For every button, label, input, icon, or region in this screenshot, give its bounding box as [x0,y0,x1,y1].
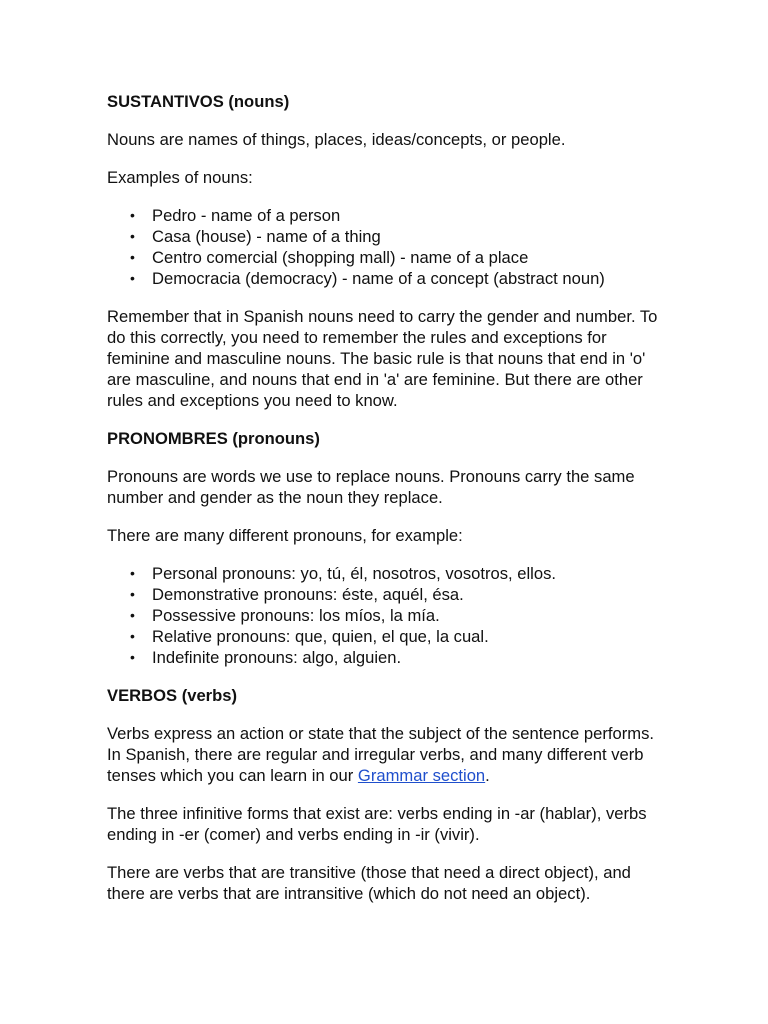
list-item-text: Indefinite pronouns: algo, alguien. [152,648,402,667]
list-item [107,605,667,626]
list-item-text: Democracia (democracy) - name of a concept (abstract noun) [152,269,605,288]
list-item [107,247,667,268]
nouns-heading: SUSTANTIVOS (nouns) [107,92,290,111]
bullet-icon: • [130,565,135,581]
list-item [107,626,667,647]
pronouns-examples-intro: There are many different pronouns, for example: [107,526,463,545]
bullet-icon: • [130,270,135,286]
bullet-icon: • [130,607,135,623]
verbs-heading: VERBOS (verbs) [107,686,238,705]
list-item-text: Centro comercial (shopping mall) - name of a place [152,248,529,267]
bullet-icon: • [130,207,135,223]
pronouns-examples-list [107,563,667,668]
nouns-examples-list [107,205,667,289]
list-item [107,205,667,226]
list-item [107,647,667,668]
verbs-infinitive-forms: The three infinitive forms that exist are: verbs ending in -ar (hablar), verbs ending in -er (comer) and verbs ending in -ir (vivir). [107,804,647,844]
bullet-icon: • [130,586,135,602]
list-item [107,584,667,605]
list-item-text: Casa (house) - name of a thing [152,227,381,246]
verbs-definition-text: Verbs express an action or state that the subject of the sentence performs. In Spanish, there are regular and irregular verbs, and many different verb tenses which you can learn in our [107,724,654,785]
list-item [107,268,667,289]
nouns-examples-intro: Examples of nouns: [107,168,253,187]
bullet-icon: • [130,249,135,265]
verbs-transitivity: There are verbs that are transitive (those that need a direct object), and there are verbs that are intransitive (which do not need an object). [107,863,631,903]
grammar-section-link[interactable]: Grammar section [357,766,486,785]
list-item [107,563,667,584]
pronouns-definition: Pronouns are words we use to replace nouns. Pronouns carry the same number and gender as the noun they replace. [107,467,635,507]
list-item [107,226,667,247]
pronouns-heading: PRONOMBRES (pronouns) [107,429,320,448]
list-item-text: Possessive pronouns: los míos, la mía. [152,606,440,625]
verbs-definition [107,723,667,786]
document-body [107,91,667,921]
list-item-text: Personal pronouns: yo, tú, él, nosotros, vosotros, ellos. [152,564,556,583]
list-item-text: Relative pronouns: que, quien, el que, la cual. [152,627,489,646]
list-item-text: Pedro - name of a person [152,206,341,225]
bullet-icon: • [130,628,135,644]
bullet-icon: • [130,228,135,244]
nouns-definition: Nouns are names of things, places, ideas/concepts, or people. [107,130,566,149]
verbs-definition-end: . [485,766,490,785]
list-item-text: Demonstrative pronouns: éste, aquél, ésa. [152,585,464,604]
bullet-icon: • [130,649,135,665]
nouns-gender-note: Remember that in Spanish nouns need to carry the gender and number. To do this correctly, you need to remember the rules and exceptions for feminine and masculine nouns. The basic rule is that nouns that end in 'o' are masculine, and nouns that end in 'a' are feminine. But there are other rules and exceptions you need to know. [107,307,658,410]
